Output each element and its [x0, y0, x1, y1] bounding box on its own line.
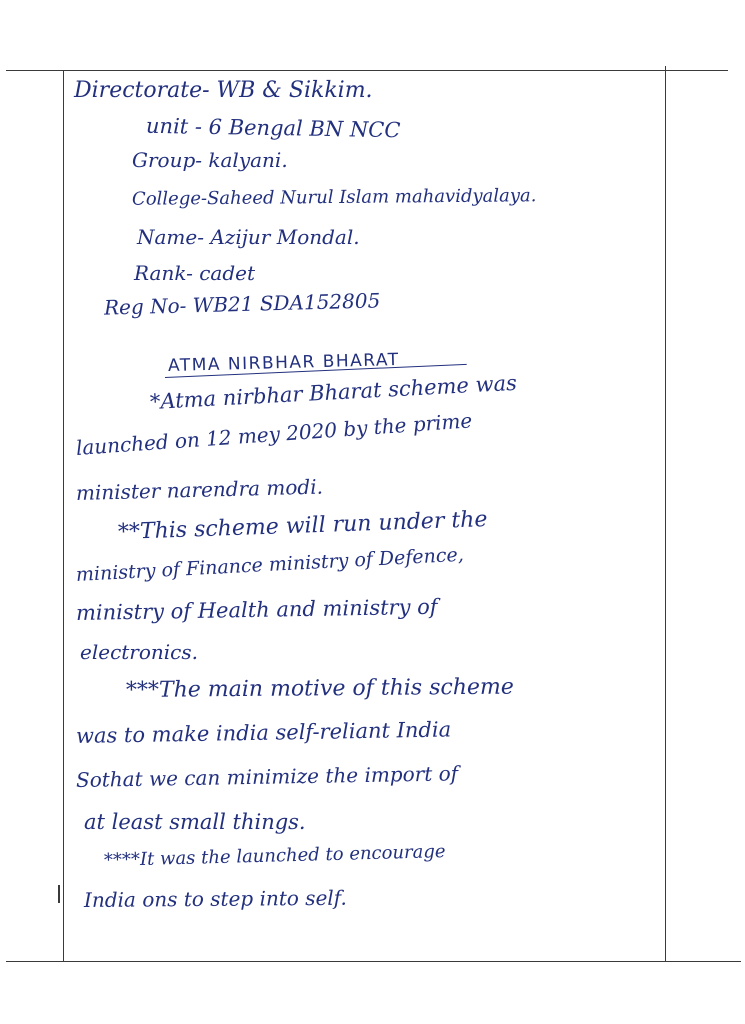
right-margin-line: [665, 66, 666, 961]
college-line: College-Saheed Nurul Islam mahavidyalaya.: [131, 185, 537, 210]
left-margin-line: [63, 70, 64, 961]
essay-line-1: *Atma nirbhar Bharat scheme was: [149, 370, 518, 414]
margin-tick-mark: [58, 885, 60, 903]
essay-line-13: India ons to step into self.: [83, 885, 347, 912]
bottom-rule-line: [6, 961, 741, 962]
essay-line-6: ministry of Health and ministry of: [75, 594, 438, 625]
essay-line-7: electronics.: [80, 640, 199, 664]
essay-line-2: launched on 12 mey 2020 by the prime: [75, 408, 473, 460]
essay-line-5: ministry of Finance ministry of Defence,: [75, 543, 465, 586]
essay-line-9: was to make india self-reliant India: [75, 717, 452, 748]
essay-line-10: Sothat we can minimize the import of: [75, 761, 459, 792]
essay-line-11: at least small things.: [84, 810, 306, 834]
name-line: Name- Azijur Mondal.: [137, 225, 360, 249]
directorate-line: Directorate- WB & Sikkim.: [74, 78, 373, 103]
essay-line-4: **This scheme will run under the: [117, 507, 488, 545]
essay-title: ATMA NIRBHAR BHARAT: [167, 349, 400, 377]
rank-line: Rank- cadet: [134, 261, 256, 285]
essay-line-12: ****It was the launched to encourage: [103, 841, 446, 871]
reg-no-line: Reg No- WB21 SDA152805: [103, 288, 381, 320]
group-line: Group- kalyani.: [132, 148, 288, 172]
essay-line-8: ***The main motive of this scheme: [125, 674, 514, 703]
unit-line: unit - 6 Bengal BN NCC: [145, 113, 401, 143]
top-rule-line: [6, 70, 728, 71]
essay-line-3: minister narendra modi.: [75, 474, 324, 505]
